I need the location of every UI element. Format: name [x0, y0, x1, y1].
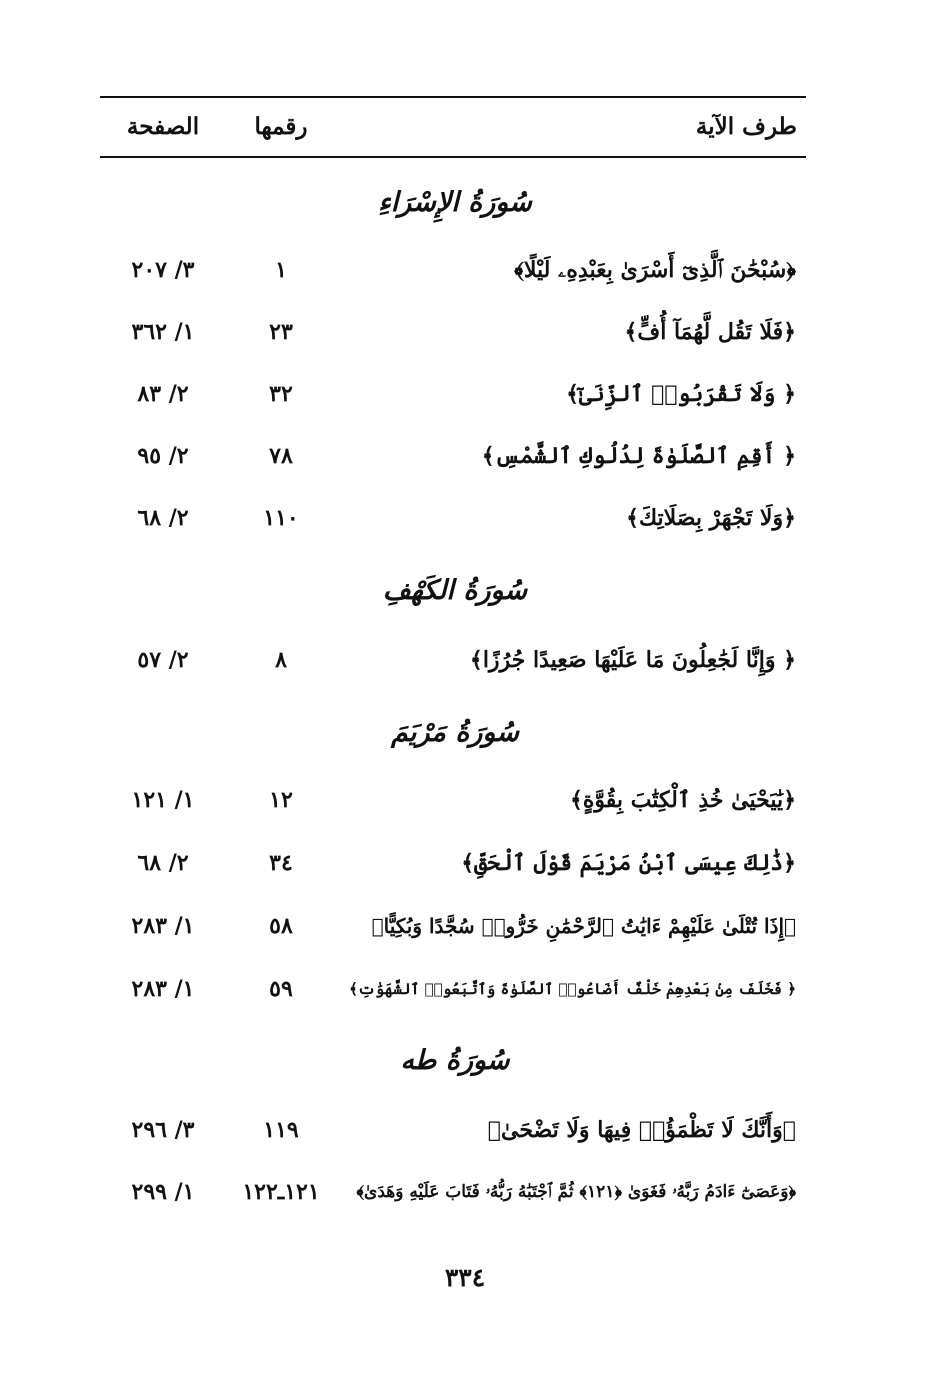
column-header-verse: طرف الآية: [695, 113, 797, 140]
surah-title-taha: سُورَةُ طه: [400, 1045, 510, 1076]
page-reference: ١/ ٣٦٢: [131, 319, 195, 345]
index-row: [100, 969, 806, 1009]
verse-text: ﴿إِذَا تُتْلَىٰ عَلَيْهِمْ ءَايَٰتُ ٱلرَّحْمَٰنِ خَرُّوا۟ سُجَّدًا وَبُكِيًّا﴾: [371, 914, 796, 938]
index-row: [100, 640, 806, 680]
verse-text: ﴿فَلَا تَقُل لَّهُمَآ أُفٍّ﴾: [624, 319, 796, 345]
column-header-number: رقمها: [254, 113, 308, 140]
verse-number: ٨: [275, 647, 287, 673]
index-row: [100, 1172, 806, 1212]
index-row: [100, 906, 806, 946]
index-row: [100, 780, 806, 820]
verse-text: ﴿ذَٰلِكَ عِيسَى ٱبْنُ مَرْيَمَ قَوْلَ ٱلْحَقِّ﴾: [461, 850, 796, 876]
index-row: [100, 1110, 806, 1150]
verse-number: ١: [275, 257, 287, 283]
page-reference: ٢/ ٩٥: [137, 443, 189, 469]
verse-number: ٥٨: [269, 913, 293, 939]
verse-number: ١١٩: [263, 1117, 299, 1143]
verse-number: ٣٤: [269, 850, 293, 876]
index-row: [100, 436, 806, 476]
verse-text: ﴿ أَقِمِ ٱلصَّلَوٰةَ لِدُلُوكِ ٱلشَّمْسِ﴾: [481, 443, 796, 469]
index-row: [100, 843, 806, 883]
index-row: [100, 312, 806, 352]
index-row: [100, 498, 806, 538]
page-reference: ٢/ ٦٨: [137, 850, 189, 876]
verse-text: ﴿وَأَنَّكَ لَا تَظْمَؤُا۟ فِيهَا وَلَا تَضْحَىٰ﴾: [487, 1117, 796, 1143]
page-reference: ٢/ ٨٣: [137, 381, 189, 407]
verse-number: ٢٣: [269, 319, 293, 345]
page-reference: ٣/ ٢٩٦: [131, 1117, 195, 1143]
verse-number: ٧٨: [269, 443, 293, 469]
surah-title-al-kahf: سُورَةُ الكَهْفِ: [382, 575, 528, 606]
verse-text: ﴿وَلَا تَجْهَرْ بِصَلَاتِكَ﴾: [626, 505, 796, 531]
index-row: [100, 374, 806, 414]
header-bottom-rule: [100, 156, 806, 158]
verse-text: ﴿سُبْحَٰنَ ٱلَّذِىٓ أَسْرَىٰ بِعَبْدِهِۦ لَيْلًا﴾: [514, 257, 796, 283]
verse-number: ٣٢: [269, 381, 293, 407]
index-row: [100, 250, 806, 290]
page-reference: ٢/ ٥٧: [137, 647, 189, 673]
page-reference: ١/ ١٢١: [131, 787, 195, 813]
page-reference: ١/ ٢٨٣: [131, 913, 195, 939]
verse-text: ﴿ وَلَا تَقْرَبُوا۟ ٱلزِّنَىٰٓ﴾: [566, 381, 796, 407]
verse-number: ٥٩: [269, 976, 293, 1002]
header-top-rule: [100, 96, 806, 98]
column-header-page: الصفحة: [126, 113, 200, 140]
verse-text: ﴿ فَخَلَفَ مِنۢ بَعْدِهِمْ خَلْفٌ أَضَاعُوا۟ ٱلصَّلَوٰةَ وَٱتَّبَعُوا۟ ٱلشَّهَوَٰتِ﴾: [349, 980, 796, 998]
verse-text: ﴿ وَإِنَّا لَجَٰعِلُونَ مَا عَلَيْهَا صَعِيدًا جُرُزًا﴾: [469, 647, 796, 673]
page-reference: ٣/ ٢٠٧: [131, 257, 195, 283]
verse-number: ١١٠: [263, 505, 299, 531]
page-number: ٣٣٤: [444, 1263, 486, 1292]
page-reference: ١/ ٢٨٣: [131, 976, 195, 1002]
verse-text: ﴿يَٰيَحْيَىٰ خُذِ ٱلْكِتَٰبَ بِقُوَّةٍ﴾: [570, 787, 796, 813]
verse-text: ﴿وَعَصَىٰٓ ءَادَمُ رَبَّهُۥ فَغَوَىٰ ﴿١٢١﴾ ثُمَّ ٱجْتَبَٰهُ رَبُّهُۥ فَتَابَ عَلَيْهِ وَهَدَىٰ﴾: [356, 1182, 796, 1202]
verse-number: ١٢: [269, 787, 293, 813]
page-reference: ٢/ ٦٨: [137, 505, 189, 531]
surah-title-al-isra: سُورَةُ الإِسْرَاءِ: [378, 187, 532, 218]
page-reference: ١/ ٢٩٩: [131, 1179, 195, 1205]
verse-number: ١٢١ـ١٢٢: [242, 1179, 320, 1205]
surah-title-maryam: سُورَةُ مَرْيَمَ: [391, 717, 519, 748]
